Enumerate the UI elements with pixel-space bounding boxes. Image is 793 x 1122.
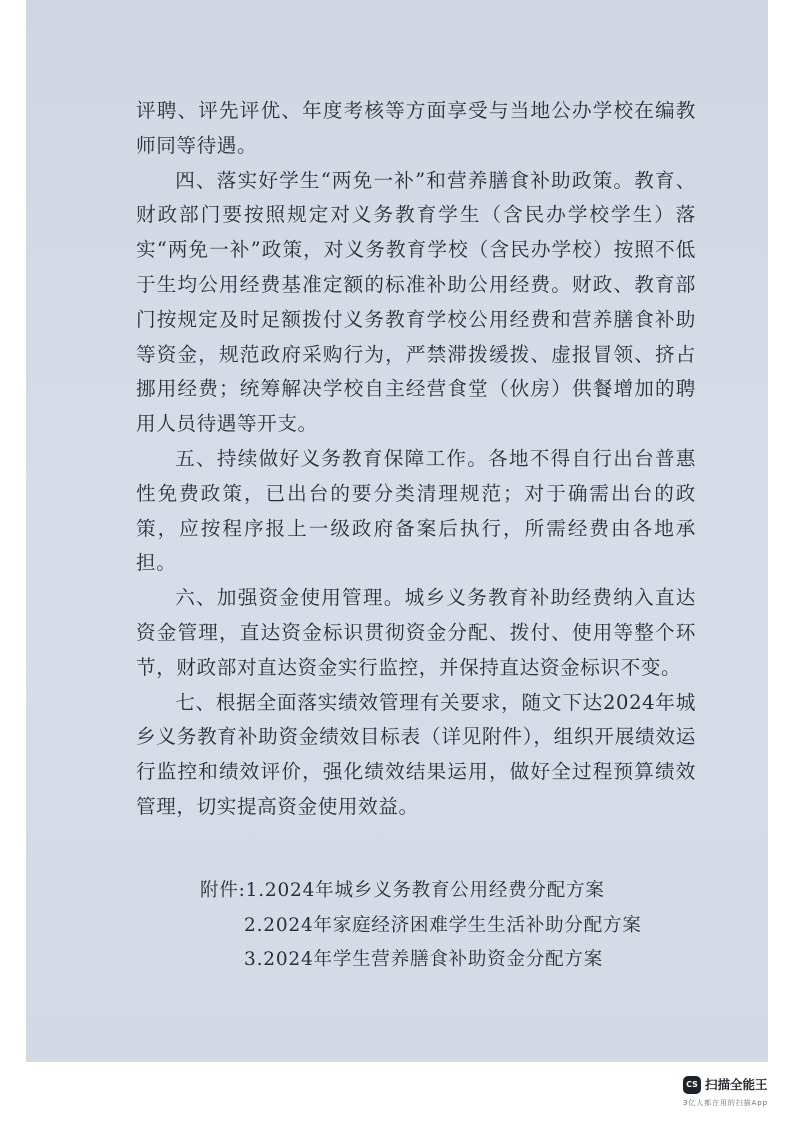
scanned-page <box>26 0 768 1062</box>
paragraph-item-five: 五、持续做好义务教育保障工作。各地不得自行出台普惠性免费政策，已出台的要分类清理规范；对于确需出台的政策，应按程序报上一级政府备案后执行，所需经费由各地承担。 <box>136 446 696 575</box>
camscanner-watermark <box>683 1074 789 1114</box>
paragraph-item-six: 六、加强资金使用管理。城乡义务教育补助经费纳入直达资金管理，直达资金标识贯彻资金分配、拨付、使用等整个环节，财政部对直达资金实行监控，并保持直达资金标识不变。 <box>136 586 696 679</box>
watermark-name: 扫描全能王 <box>705 1077 768 1092</box>
attachment-item: 3.2024年学生营养膳食补助资金分配方案 <box>244 949 604 970</box>
document-body <box>136 94 696 825</box>
watermark-slogan: 3亿人都在用的扫描App <box>683 1099 768 1107</box>
paragraph-continuation: 评聘、评先评优、年度考核等方面享受与当地公办学校在编教师同等待遇。 <box>136 99 696 157</box>
paragraph-item-seven: 七、根据全面落实绩效管理有关要求，随文下达2024年城乡义务教育补助资金绩效目标表（详见附件），组织开展绩效运行监控和绩效评价，强化绩效结果运用，做好全过程预算绩效管理，切实提高资金使用效益。 <box>136 690 696 818</box>
paragraph-item-four: 四、落实好学生“两免一补”和营养膳食补助政策。教育、财政部门要按照规定对义务教育学生（含民办学校学生）落实“两免一补”政策，对义务教育学校（含民办学校）按照不低于生均公用经费基准定额的标准补助公用经费。财政、教育部门按规定及时足额拨付义务教育学校公用经费和营养膳食补助等资金，规范政府采购行为，严禁滞拨缓拨、虚报冒领、挤占挪用经费；统筹解决学校自主经营食堂（伙房）供餐增加的聘用人员待遇等开支。 <box>136 168 696 436</box>
attachment-item: 2.2024年家庭经济困难学生生活补助分配方案 <box>244 914 642 936</box>
attachments-list <box>200 874 642 978</box>
attachment-item: 附件:1.2024年城乡义务教育公用经费分配方案 <box>200 880 605 901</box>
attachments-label: 附件: <box>200 880 246 901</box>
camscanner-logo-icon: CS <box>683 1076 701 1094</box>
